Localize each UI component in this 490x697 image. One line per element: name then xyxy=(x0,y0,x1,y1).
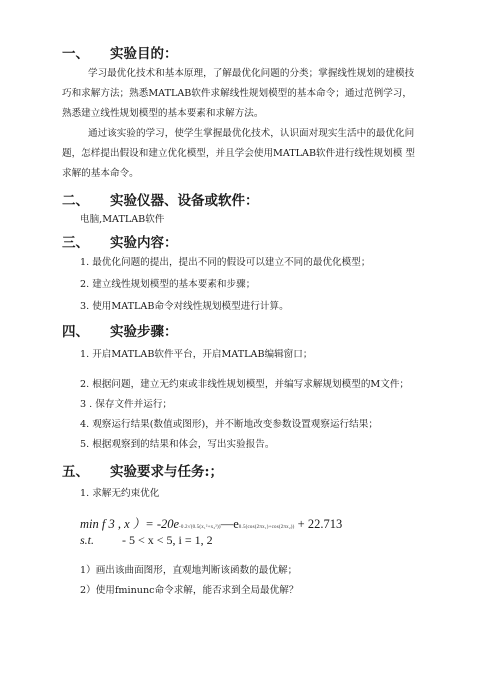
section-5-title: 实验要求与任务:； xyxy=(110,464,223,480)
section-3-item-1: 1. 最优化问题的提出，提出不同的假设可以建立不同的最优化模型； xyxy=(80,257,371,268)
section-1-p1-line1: 学习最优化技术和基本原理，了解最优化问题的分类；掌握线性规划的建模技 xyxy=(88,68,415,79)
constraint-label: s.t. xyxy=(80,533,95,547)
section-3-item-3: 3. 使用MATLAB命令对线性规划模型进行计算。 xyxy=(80,301,289,312)
formula-exp-1: -0.2√(0.5(x₁²+x₂²)) xyxy=(179,525,221,530)
section-3-number: 三、 xyxy=(62,235,89,251)
constraint-body: - 5 < x < 5, i = 1, 2 xyxy=(122,533,213,547)
section-4-heading xyxy=(62,320,178,340)
section-4-number: 四、 xyxy=(62,324,89,340)
section-2-title: 实验仪器、设备或软件： xyxy=(110,193,259,209)
formula-lhs: min f 3 , x ）= -20e xyxy=(80,517,180,531)
formula-exp-2: 0.5(cos(2πx₁)+cos(2πx₂)) xyxy=(238,525,295,530)
section-2-heading xyxy=(62,189,259,209)
section-4-item-4: 4. 观察运行结果(数值或图形)，并不断地改变参数设置观察运行结果； xyxy=(80,419,378,430)
section-4-item-1: 1. 开启MATLAB软件平台，开启MATLAB编辑窗口； xyxy=(80,349,313,360)
section-4-item-3: 3 . 保存文件并运行； xyxy=(80,399,173,410)
section-1-title: 实验目的： xyxy=(110,46,178,62)
task-1: 1）画出该曲面图形，直观地判断该函数的最优解； xyxy=(80,565,298,576)
section-5-sub-1: 1. 求解无约束优化 xyxy=(80,488,160,499)
section-1-number: 一、 xyxy=(62,46,89,62)
constraint-line xyxy=(80,533,213,548)
section-1-p1-line3: 熟悉建立线性规划模型的基本要素和求解方法。 xyxy=(62,108,264,119)
section-2-number: 二、 xyxy=(62,193,89,209)
section-5-heading xyxy=(62,460,223,480)
section-2-body: 电脑,MATLAB软件 xyxy=(80,214,165,225)
section-3-heading xyxy=(62,231,178,251)
section-4-item-2: 2. 根据问题，建立无约束或非线性规划模型，并编写求解规划模型的M文件； xyxy=(80,379,410,390)
task-2: 2）使用fminunc命令求解，能否求到全局最优解？ xyxy=(80,585,299,596)
section-1-p2-line1: 通过该实验的学习，使学生掌握最优化技术，认识面对现实生活中的最优化问 xyxy=(88,128,415,139)
section-3-item-2: 2. 建立线性规划模型的基本要素和步骤； xyxy=(80,279,256,290)
section-1-p1-line2: 巧和求解方法；熟悉MATLAB软件求解线性规划模型的基本命令；通过范例学习， xyxy=(62,88,412,99)
section-1-heading xyxy=(62,42,178,62)
section-1-p2-line2: 题，怎样提出假设和建立优化模型，并且学会使用MATLAB软件进行线性规划模 型 xyxy=(62,148,416,159)
section-4-title: 实验步骤： xyxy=(110,324,178,340)
section-3-title: 实验内容： xyxy=(110,235,178,251)
section-5-number: 五、 xyxy=(62,464,89,480)
section-1-p2-line3: 求解的基本命令。 xyxy=(62,168,139,179)
section-4-item-5: 5. 根据观察到的结果和体会，写出实验报告。 xyxy=(80,439,275,450)
formula-dash: —e xyxy=(220,517,239,531)
objective-formula xyxy=(80,514,342,532)
formula-rhs: + 22.713 xyxy=(297,517,343,531)
